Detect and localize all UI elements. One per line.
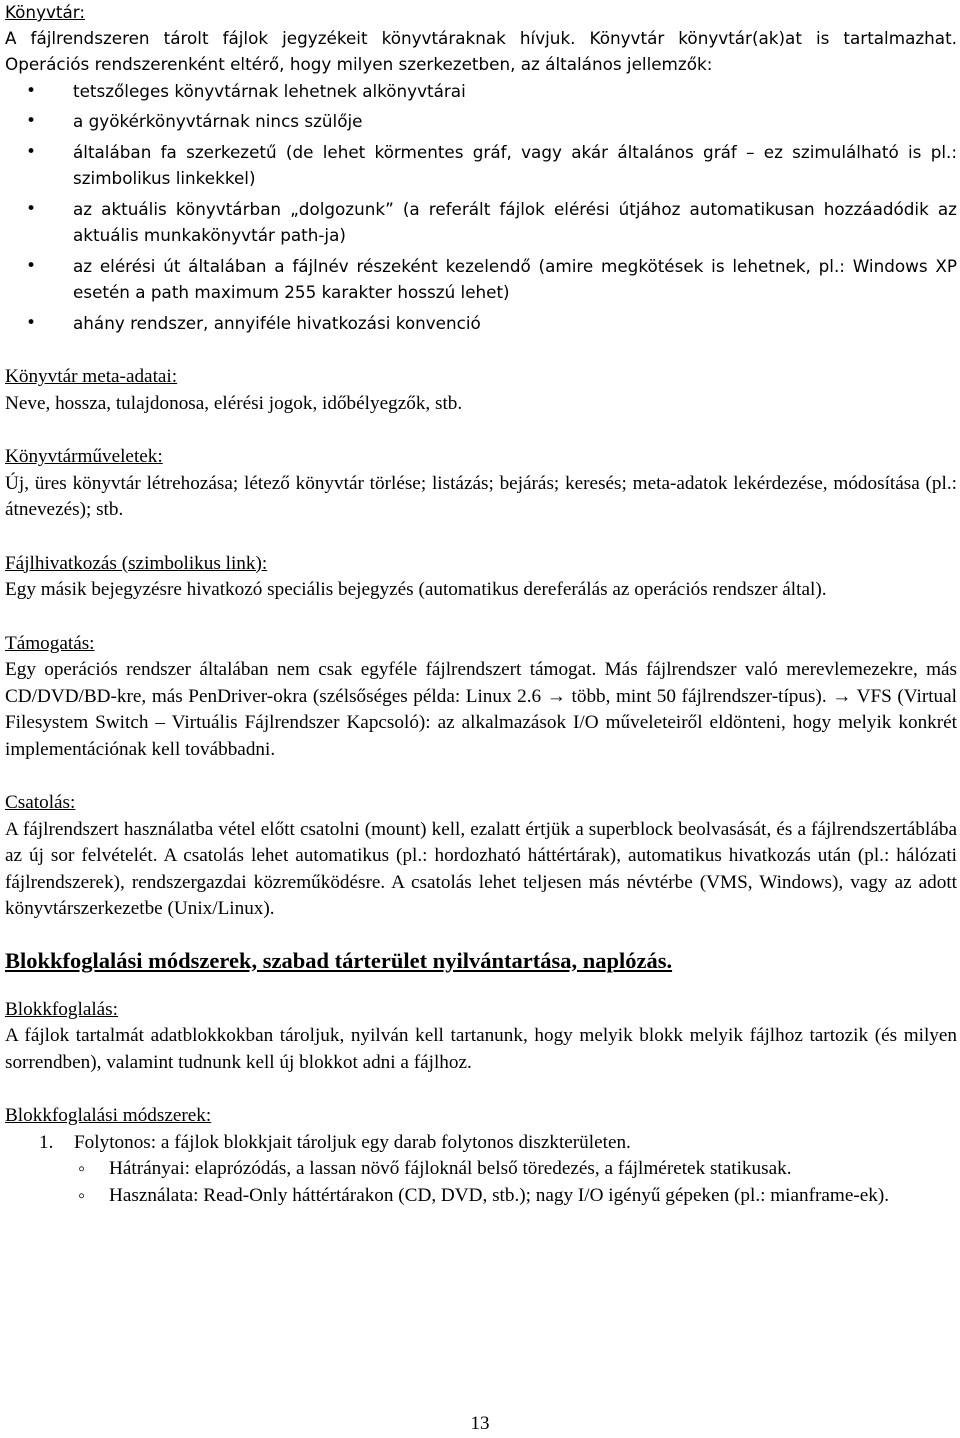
list-item-text: Folytonos: a fájlok blokkjait tároljuk egy darab folytonos diszkterületen.: [74, 1131, 631, 1153]
mount-text: A fájlrendszert használatba vétel előtt csatolni (mount) kell, ezalatt értjük a superblock beolvasását, és a fájlrendszertáblába az új sor felvételét. A csatolás lehet automatikus (pl.: hordozható háttértárak), automatikus hivatkozás után (pl.: hálózati fájlrendszerek), rendszergazdai közreműködésre. A csatolás lehet teljesen más névtérbe (VMS, Windows), vagy az adott könyvtárszerkezetbe (Unix/Linux).: [5, 818, 957, 919]
list-item: • a gyökérkönyvtárnak nincs szülője: [5, 108, 957, 135]
section-heading-allocation: Blokkfoglalás:: [5, 998, 118, 1020]
directory-bullet-list: [5, 78, 957, 337]
list-item-number: 1.: [39, 1131, 54, 1153]
list-item: • az elérési út általában a fájlnév részeként kezelendő (amire megkötések is lehetnek, pl.: Windows XP esetén a path maximum 255 karakter hosszú lehet): [5, 253, 957, 306]
section-heading-operations: Könyvtárműveletek:: [5, 446, 163, 467]
main-heading: Blokkfoglalási módszerek, szabad tárterület nyilvántartása, naplózás.: [5, 947, 673, 973]
section-heading-mount: Csatolás:: [5, 792, 76, 813]
section-heading-directory: Könyvtár:: [5, 2, 86, 22]
operations-text: Új, üres könyvtár létrehozása; létező könyvtár törlése; listázás; bejárás; keresés; meta-adatok lekérdezése, módosítása (pl.: átnevezés); stb.: [5, 472, 957, 520]
list-item: ◦ Használata: Read-Only háttértárakon (CD, DVD, stb.); nagy I/O igényű gépeken (pl.: mianframe-ek).: [5, 1183, 957, 1210]
page-number: 13: [470, 1413, 490, 1434]
symlink-text: Egy másik bejegyzésre hivatkozó speciális bejegyzés (automatikus dereferálás az operációs rendszer által).: [5, 579, 827, 600]
list-item: • általában fa szerkezetű (de lehet körmentes gráf, vagy akár általános gráf – ez szimulálható is pl.: szimbolikus linkekkel): [5, 139, 957, 192]
methods-list: [5, 1130, 957, 1157]
methods-sublist: [5, 1156, 957, 1209]
section-heading-symlink: Fájlhivatkozás (szimbolikus link):: [5, 552, 268, 574]
list-item: • ahány rendszer, annyiféle hivatkozási konvenció: [5, 310, 957, 337]
list-item: • az aktuális könyvtárban „dolgozunk” (a referált fájlok elérési útjához automatikusan hozzáadódik az aktuális munkakönyvtár path-ja): [5, 196, 957, 249]
section-heading-metadata: Könyvtár meta-adatai:: [5, 366, 178, 387]
section-heading-support: Támogatás:: [5, 632, 95, 654]
allocation-text: A fájlok tartalmát adatblokkokban tároljuk, nyilván kell tartanunk, hogy melyik blokk melyik fájlhoz tartozik (és milyen sorrendben), valamint tudnunk kell új blokkot adni a fájlhoz.: [5, 1025, 957, 1073]
list-item: • tetszőleges könyvtárnak lehetnek alkönyvtárai: [5, 78, 957, 105]
section-heading-methods: Blokkfoglalási módszerek:: [5, 1105, 212, 1126]
directory-intro: A fájlrendszeren tárolt fájlok jegyzékeit könyvtáraknak hívjuk. Könyvtár könyvtár(ak)at is tartalmazhat. Operációs rendszerenként eltérő, hogy milyen szerkezetben, az általános jellemzők:: [5, 27, 957, 74]
support-text: Egy operációs rendszer általában nem csak egyféle fájlrendszert támogat. Más fájlrendszer való merevlemezekre, más CD/DVD/BD-kre, más PenDriver-okra (szélsőséges példa: Linux 2.6 → több, mint 50 fájlrendszer-típus). → VFS (Virtual Filesystem Switch – Virtuális Fájlrendszer Kapcsoló): az alkalmazások I/O műveleteiről eldönteni, hogy melyik konkrét implementációnak kell továbbadni.: [5, 659, 957, 760]
metadata-text: Neve, hossza, tulajdonosa, elérési jogok, időbélyegzők, stb.: [5, 392, 463, 414]
list-item: ◦ Hátrányai: elaprózódás, a lassan növő fájloknál belső töredezés, a fájlméretek statikusak.: [5, 1156, 957, 1183]
document-page: [5, 0, 957, 1209]
list-item: [5, 1130, 957, 1157]
